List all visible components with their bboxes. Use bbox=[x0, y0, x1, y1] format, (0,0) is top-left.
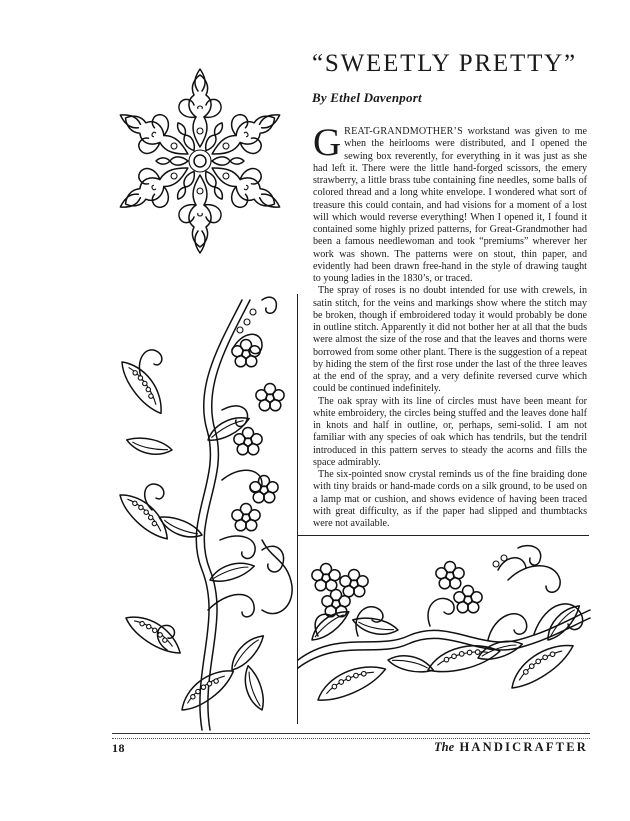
lead-caps: REAT-GRANDMOTHER’S bbox=[344, 126, 463, 137]
embroidery-spray-bottom-illustration bbox=[298, 540, 590, 730]
magazine-name bbox=[420, 740, 588, 755]
embroidery-spray-left-illustration bbox=[112, 290, 297, 730]
lead-text: workstand was given to me when the heirlooms were distributed, and I opened the sewing box reverently, for everything in it was just as she had left it. There were the little hand-forged scissors, the emery strawberry, a little brass tube containing fine needles, some balls of colored thread and a long white envelope. I wondered what sort of treasure this could contain, and had visions for a moment of a lost will which would reverse everything! When I opened it, I found it contained some highly prized patterns, for Great-Grandmother had been a famous needlewoman and took “premiums” wherever her work was shown. The patterns were on stout, thin paper, and evidently had been drawn free-hand in the style of drawing taught to young ladies in the 1830’s, or traced. bbox=[313, 126, 587, 284]
page-number: 18 bbox=[112, 741, 125, 755]
article-paragraph-roses: The spray of roses is no doubt intended for use with crewels, in satin stitch, for the veins and markings show where the stitch may be broken, though if embroidered today it would probably be done in outline stitch. Apparently it did not bother her at all that the buds were almost the size of the rose and that the leaves and thorns were borrowed from some other plant. There is the suggestion of a repeat by hiding the stem of the first rose under the last of the three leaves at the end of the spray, and a very definite reversed curve which could be continued indefinitely. bbox=[313, 285, 587, 395]
article-body bbox=[313, 121, 587, 530]
article-paragraph-oak: The oak spray with its line of circles must have been meant for white embroidery, the circles being stuffed and the leaves done half in knots and half in outline, or, perhaps, semi-solid. I am not familiar with any species of oak which has tendrils, but the tendril introduced in this pattern serves to steady the acorns and fills the space admirably. bbox=[313, 395, 587, 468]
drop-cap: G bbox=[313, 121, 342, 164]
column-divider-horizontal bbox=[297, 535, 589, 536]
footer-rule bbox=[112, 733, 590, 739]
snow-crystal-illustration bbox=[114, 50, 286, 272]
article-paragraph-snow-crystal: The six-pointed snow crystal reminds us of the fine braiding done with tiny braids or hand-made cords on a silk ground, to be used on a lamp mat or cushion, and shows evidence of having been traced with great difficulty, as if the paper had slipped and thumbtacks were not available. bbox=[313, 469, 587, 529]
article-byline: By Ethel Davenport bbox=[312, 90, 422, 105]
article-lead-paragraph bbox=[313, 121, 587, 285]
magazine-prefix: The bbox=[434, 740, 455, 754]
magazine-title: HANDICRAFTER bbox=[459, 740, 588, 754]
article-title: “SWEETLY PRETTY” bbox=[312, 50, 577, 77]
